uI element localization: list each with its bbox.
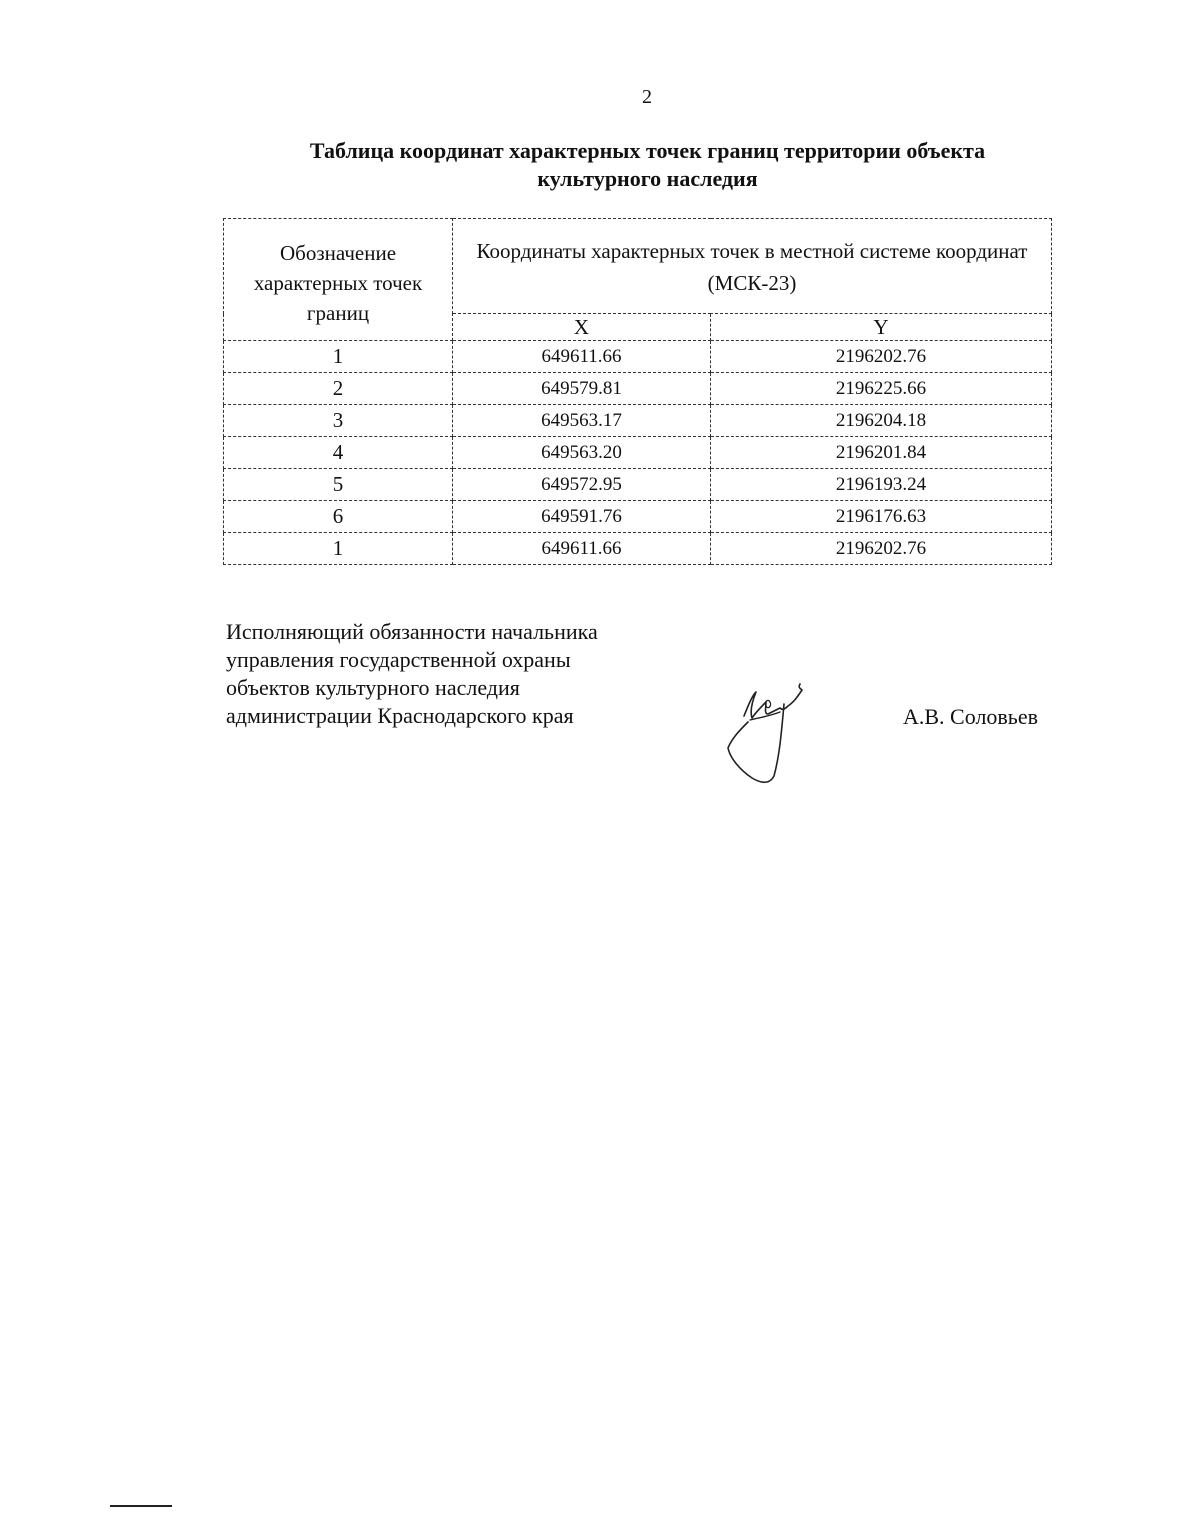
cell-y: 2196202.76 (711, 341, 1052, 373)
header-coordinates: Координаты характерных точек в местной системе координат (МСК-23) (453, 219, 1052, 314)
cell-x: 649611.66 (453, 341, 711, 373)
coordinates-table-header (224, 219, 1052, 341)
cell-point: 2 (224, 373, 453, 405)
cell-x: 649563.17 (453, 405, 711, 437)
cell-y: 2196193.24 (711, 469, 1052, 501)
signer-name: А.В. Соловьев (903, 704, 1038, 729)
document-title-line-2: культурного наследия (537, 166, 758, 191)
cell-x: 649572.95 (453, 469, 711, 501)
document-title (225, 137, 1070, 193)
cell-point: 3 (224, 405, 453, 437)
cell-x: 649591.76 (453, 501, 711, 533)
page-number: 2 (642, 86, 652, 108)
signatory-position-line-4: администрации Краснодарского края (226, 703, 574, 728)
coordinates-table (223, 218, 1052, 565)
signatory-position-line-2: управления государственной охраны (226, 647, 571, 672)
cell-y: 2196204.18 (711, 405, 1052, 437)
header-y: Y (711, 314, 1052, 341)
cell-x: 649611.66 (453, 533, 711, 565)
cell-point: 4 (224, 437, 453, 469)
cell-y: 2196176.63 (711, 501, 1052, 533)
table-row (224, 373, 1052, 405)
header-point-designation: Обозначение характерных точек границ (224, 219, 453, 341)
header-x: X (453, 314, 711, 341)
signatory-position-line-1: Исполняющий обязанности начальника (226, 619, 598, 644)
cell-y: 2196225.66 (711, 373, 1052, 405)
table-row (224, 437, 1052, 469)
cell-point: 5 (224, 469, 453, 501)
coordinates-table-body (224, 341, 1052, 565)
table-row (224, 341, 1052, 373)
cell-point: 6 (224, 501, 453, 533)
table-row (224, 501, 1052, 533)
signatory-position-line-3: объектов культурного наследия (226, 675, 520, 700)
cell-y: 2196201.84 (711, 437, 1052, 469)
table-row (224, 405, 1052, 437)
cell-x: 649563.20 (453, 437, 711, 469)
cell-point: 1 (224, 341, 453, 373)
signatory-position (226, 618, 598, 730)
footer-rule (110, 1505, 172, 1507)
handwritten-signature (722, 676, 822, 788)
document-title-line-1: Таблица координат характерных точек границ территории объекта (309, 138, 986, 163)
cell-x: 649579.81 (453, 373, 711, 405)
cell-y: 2196202.76 (711, 533, 1052, 565)
cell-point: 1 (224, 533, 453, 565)
table-row (224, 533, 1052, 565)
table-row (224, 469, 1052, 501)
